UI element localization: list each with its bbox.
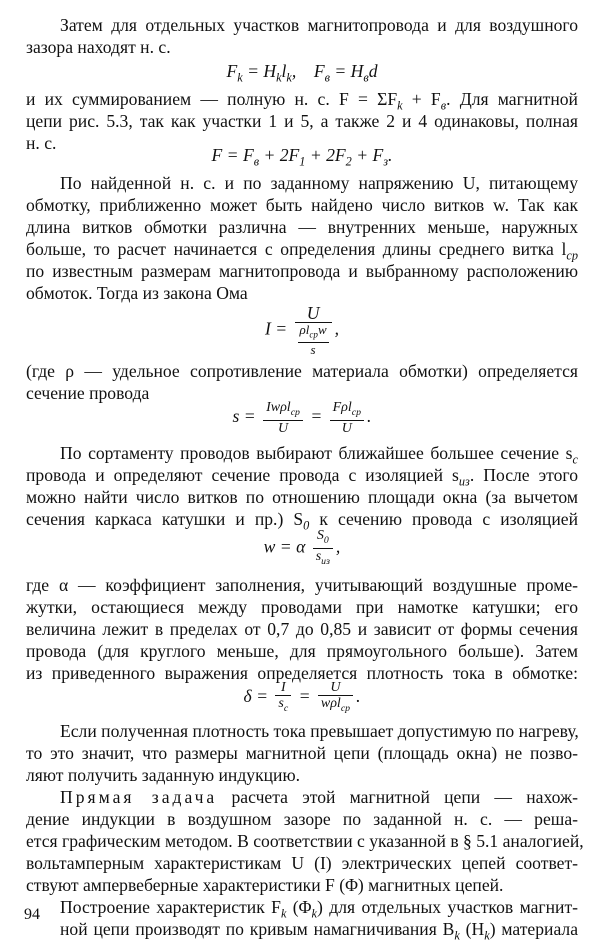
text-line: Прямая задача расчета этой магнитной цепи — нахож-	[60, 787, 578, 807]
text-line: н. с.	[26, 133, 57, 153]
equation-total-mmf: $F = F_в + 2F_1 + 2F_2 + F_з$.	[211, 145, 393, 169]
text-line: из приведенного выражения определяется плотность тока в обмотке:	[26, 663, 578, 683]
equation-current-density: δ = $\frac{I}{s_с}$ = $\frac{U}{w\rho l_{ср}}$ .	[243, 680, 361, 714]
text-line: сечения каркаса катушки и пр.) $S_0$ к сечению провода с изоляцией	[26, 509, 578, 533]
text-line: величина лежит в пределах от 0,7 до 0,85 и зависит от формы сечения	[26, 619, 578, 639]
text-line: то это значит, что размеры магнитной цепи (площадь окна) не позво-	[26, 743, 578, 763]
text-line: (где ρ — удельное сопротивление материала обмотки) определяется	[26, 361, 578, 381]
text-line: сечение провода	[26, 383, 150, 403]
page-number: 94	[24, 906, 40, 923]
text-line: обмоток. Тогда из закона Ома	[26, 283, 248, 303]
equation-wire-section: s = $\frac{Iw\rho l_{ср}}{U}$ = $\frac{F\rho l_{ср}}{U}$ .	[232, 400, 372, 436]
text-line: ляют получить заданную индукцию.	[26, 765, 300, 785]
text-line: ствуют ампервеберные характеристики F (Φ) магнитных цепей.	[26, 875, 504, 895]
text-line: ется графическим методом. В соответствии с указанной в § 5.1 аналогией,	[26, 831, 584, 851]
text-line: дение индукции в воздушном зазоре по заданной н. с. — реша-	[26, 809, 578, 829]
equation-fk: $F_k = H_kl_k$, $F_в = H_вd$	[226, 61, 378, 85]
text-line: цепи рис. 5.3, так как участки 1 и 5, а также 2 и 4 одинаковы, полная	[26, 111, 578, 131]
text-line: ной цепи производят по кривым намагничивания $B_k$ $(H_k)$ материала	[60, 919, 578, 943]
text-line: по известным размерам магнитопровода и выбранному расположению	[26, 261, 578, 281]
text-line: провода (для круглого меньше, для прямоугольного больше). Затем	[26, 641, 578, 661]
text-line: обмотку, приближенно может быть найдено число витков w. Так как	[26, 195, 578, 215]
text-line: провода и определяют сечение провода с изоляцией $s_{из}$. После этого	[26, 465, 578, 489]
text-line: Построение характеристик $F_k$ $(\Phi_k)$ для отдельных участков магнит-	[60, 897, 578, 921]
text-line: где α — коэффициент заполнения, учитывающий воздушные проме-	[26, 575, 578, 595]
text-line: зазора находят н. с.	[26, 37, 171, 57]
equation-turns: w = α $\frac{S_0}{s_{из}}$ ,	[263, 528, 341, 567]
text-line: длина витков обмотки различна — внутренних меньше, наружных	[26, 217, 578, 237]
text-line: По найденной н. с. и по заданному напряжению U, питающему	[60, 173, 578, 193]
text-line: По сортаменту проводов выбирают ближайшее большее сечение $s_с$	[60, 443, 578, 467]
equation-ohm: I = U $\rho l_{ср}w$ s ,	[264, 303, 340, 357]
text-line: Если полученная плотность тока превышает допустимую по нагреву,	[60, 721, 579, 741]
text-line: можно найти число витков по отношению площади окна (за вычетом	[26, 487, 578, 507]
text-line: вольтамперным характеристикам U (I) электрических цепей соответ-	[26, 853, 578, 873]
text-line: Затем для отдельных участков магнитопровода и для воздушного	[60, 15, 578, 35]
text-line: больше, то расчет начинается с определения длины среднего витка $l_{ср}$	[26, 239, 578, 263]
text-line: жутки, остающиеся между проводами при намотке катушки; его	[26, 597, 578, 617]
text-line: и их суммированием — полную н. с. $F = \Sigma F_k + F_в$. Для магнитной	[26, 89, 578, 113]
